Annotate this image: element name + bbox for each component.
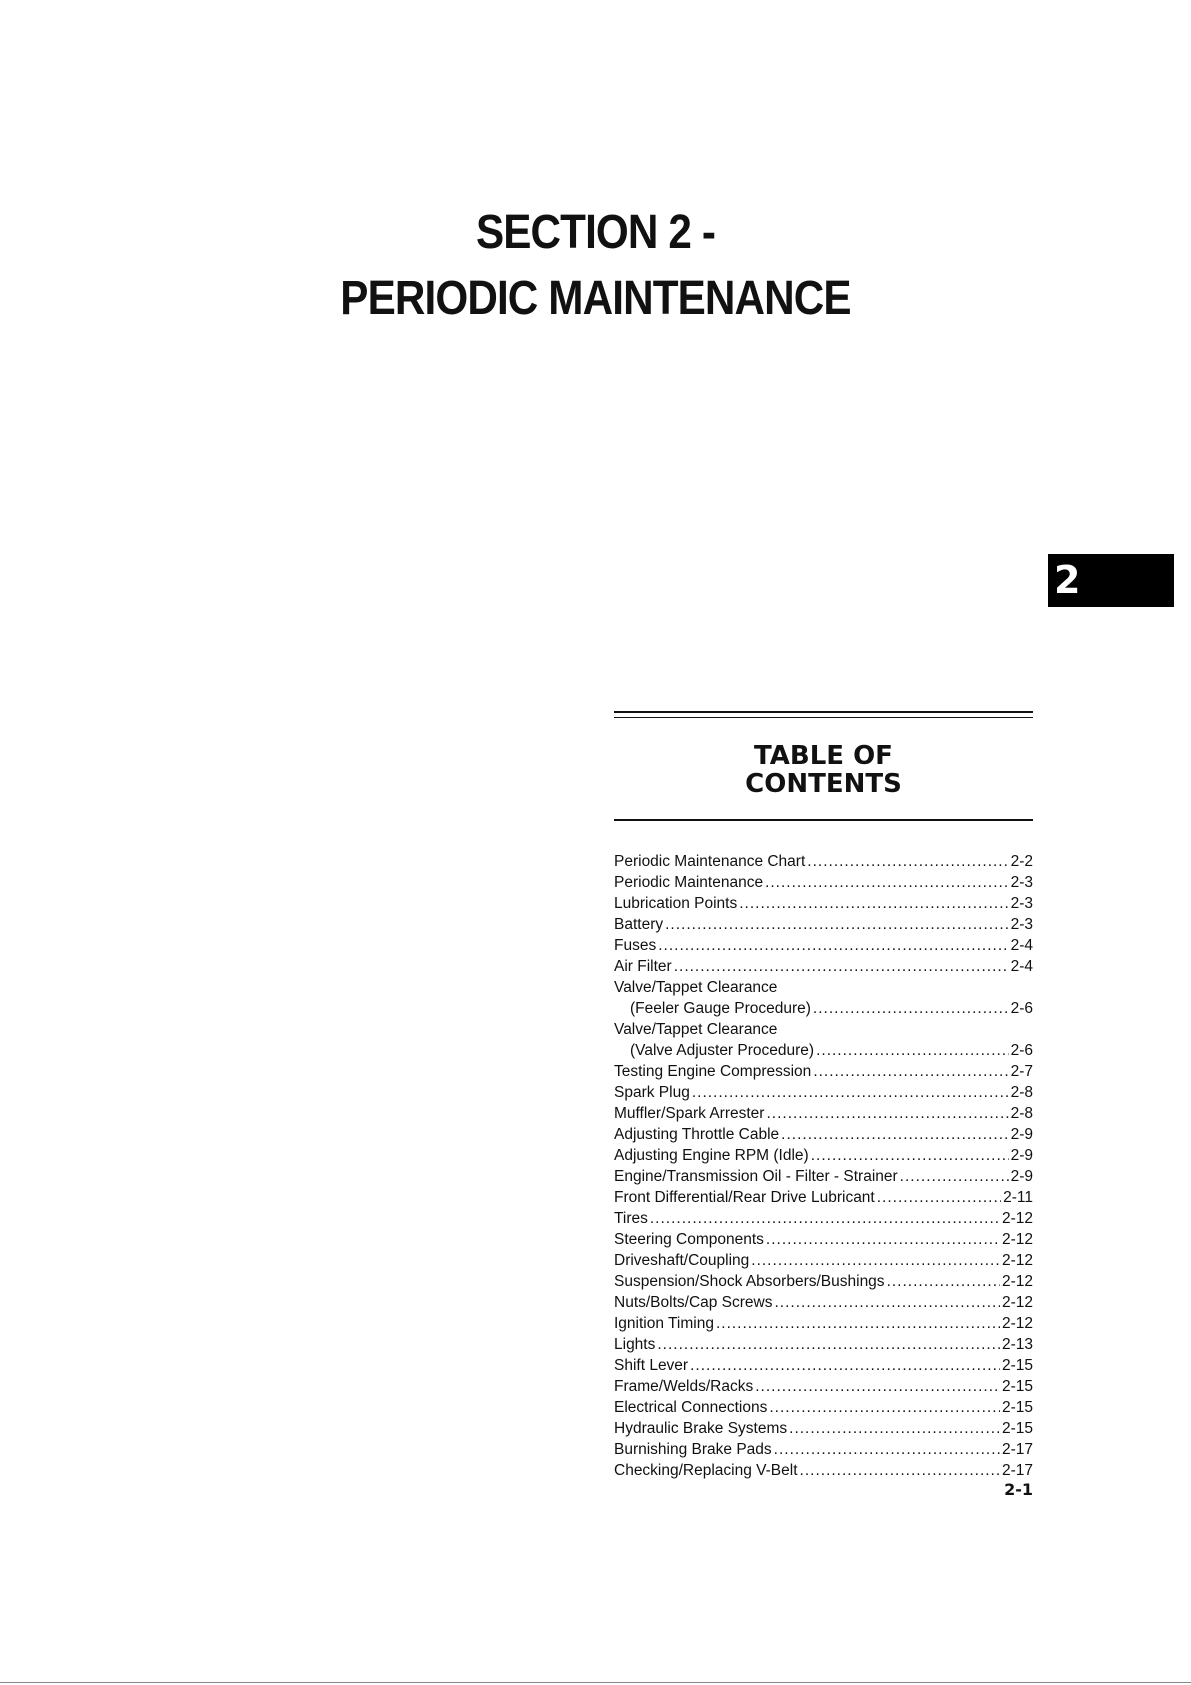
toc-entry-title: Valve/Tappet Clearance [614,979,778,996]
toc-entry-title: Steering Components [614,1231,764,1248]
toc-entry-title: Testing Engine Compression [614,1063,812,1080]
page-bottom-edge [0,1682,1191,1683]
toc-entry-leader [658,935,1008,956]
toc-entry[interactable] [614,1124,1033,1145]
toc-entry-page: 2-15 [1001,1378,1033,1395]
toc-entry-title: Tires [614,1210,648,1227]
toc-entry-page: 2-9 [1010,1126,1033,1143]
toc-entry-leader [650,1208,1000,1229]
toc-entry-leader [789,1418,1000,1439]
toc-top-rule [614,711,1033,713]
toc-entry-title: Ignition Timing [614,1315,714,1332]
toc-entry-page: 2-13 [1001,1336,1033,1353]
toc-entry[interactable] [614,1271,1033,1292]
toc-entry[interactable] [614,1460,1033,1481]
toc-entry-leader [774,1439,1000,1460]
toc-entry-title: Hydraulic Brake Systems [614,1420,788,1437]
toc-entry-title: Battery [614,916,664,933]
section-title-line2: PERIODIC MAINTENANCE [340,272,851,325]
toc-entry-title: Front Differential/Rear Drive Lubricant [614,1189,875,1206]
toc-entry-title: Engine/Transmission Oil - Filter - Strainer [614,1168,898,1185]
toc-entry-title: Lights [614,1336,656,1353]
toc-entry-page: 2-15 [1001,1399,1033,1416]
toc-entry-title: Burnishing Brake Pads [614,1441,772,1458]
toc-entry-leader [781,1124,1008,1145]
toc-entry-title: Shift Lever [614,1357,689,1374]
toc-entry[interactable] [614,1061,1033,1082]
toc-entry-page: 2-11 [1003,1189,1033,1206]
toc-entry[interactable] [614,872,1033,893]
toc-entry-title: Driveshaft/Coupling [614,1252,750,1269]
toc-heading-line2: CONTENTS [745,769,902,799]
section-tab-marker: 2 [1048,554,1174,607]
toc-entry[interactable] [614,1187,1033,1208]
toc-entry[interactable] [614,1145,1033,1166]
toc-entry[interactable] [614,1397,1033,1418]
toc-entry-page: 2-12 [1001,1210,1033,1227]
toc-entry-leader [877,1187,1001,1208]
toc-entry[interactable] [614,1082,1033,1103]
toc-entry[interactable] [614,1208,1033,1229]
toc-entry[interactable] [614,1376,1033,1397]
toc-entry-page: 2-6 [1010,1042,1033,1059]
toc-entry-title: (Feeler Gauge Procedure) [630,1000,811,1017]
toc-entry-heading [614,1019,1033,1040]
toc-entry-leader [769,1397,1000,1418]
toc-entry[interactable] [614,851,1033,872]
toc-entry-leader [813,998,1009,1019]
toc-entry-leader [807,851,1008,872]
toc-entry[interactable] [614,893,1033,914]
toc-entry-title: Periodic Maintenance Chart [614,853,806,870]
toc-entry-page: 2-17 [1001,1462,1033,1479]
toc-entry-leader [887,1271,1000,1292]
toc-entry-leader [765,872,1009,893]
toc-entry-title: Air Filter [614,958,672,975]
toc-entry[interactable] [614,1040,1033,1061]
toc-heading-line1: TABLE OF [754,741,893,771]
toc-entry-title: Adjusting Throttle Cable [614,1126,780,1143]
toc-entry[interactable] [614,935,1033,956]
toc-entry-title: Lubrication Points [614,895,738,912]
toc-entry[interactable] [614,1418,1033,1439]
toc-entry-page: 2-7 [1010,1063,1033,1080]
toc-entry-page: 2-12 [1001,1294,1033,1311]
toc-entry-title: Suspension/Shock Absorbers/Bushings [614,1273,885,1290]
toc-entry-page: 2-12 [1001,1231,1033,1248]
toc-entry[interactable] [614,1292,1033,1313]
toc-entry[interactable] [614,1334,1033,1355]
toc-entry[interactable] [614,1166,1033,1187]
toc-entry-page: 2-17 [1001,1441,1033,1458]
toc-entry-title: Muffler/Spark Arrester [614,1105,765,1122]
toc-entry-page: 2-8 [1010,1084,1033,1101]
toc-entry-leader [766,1103,1008,1124]
toc-entry-leader [800,1460,1000,1481]
toc-entry-title: Checking/Replacing V-Belt [614,1462,798,1479]
toc-entry[interactable] [614,1355,1033,1376]
toc-entry-page: 2-2 [1010,853,1033,870]
toc-entry-page: 2-6 [1010,1000,1033,1017]
toc-list [614,851,1033,1481]
toc-entry[interactable] [614,914,1033,935]
page-number: 2-1 [1004,1480,1033,1499]
toc-entry[interactable] [614,1313,1033,1334]
toc-entry-leader [690,1355,1000,1376]
toc-entry-leader [657,1334,1000,1355]
toc-entry[interactable] [614,1229,1033,1250]
toc-entry-leader [692,1082,1009,1103]
toc-entry-leader [811,1145,1009,1166]
toc-entry-page: 2-12 [1001,1315,1033,1332]
toc-entry-leader [739,893,1008,914]
toc-entry-page: 2-3 [1010,895,1033,912]
toc-entry-page: 2-12 [1001,1252,1033,1269]
toc-entry[interactable] [614,1250,1033,1271]
toc-entry-page: 2-12 [1001,1273,1033,1290]
toc-entry[interactable] [614,956,1033,977]
toc-heading-rule [614,819,1033,821]
toc-entry-page: 2-4 [1010,937,1033,954]
toc-heading [614,742,1033,798]
toc-entry-leader [665,914,1008,935]
toc-entry[interactable] [614,998,1033,1019]
toc-entry[interactable] [614,1103,1033,1124]
toc-entry-page: 2-3 [1010,916,1033,933]
toc-entry-leader [813,1061,1008,1082]
toc-entry-page: 2-3 [1010,874,1033,891]
toc-entry-page: 2-4 [1010,958,1033,975]
toc-entry-leader [900,1166,1009,1187]
toc-entry-leader [766,1229,1000,1250]
toc-entry-page: 2-9 [1010,1147,1033,1164]
toc-entry-page: 2-15 [1001,1357,1033,1374]
toc-entry[interactable] [614,1439,1033,1460]
toc-entry-heading [614,977,1033,998]
toc-entry-leader [816,1040,1009,1061]
toc-entry-title: Valve/Tappet Clearance [614,1021,778,1038]
toc-entry-leader [775,1292,1000,1313]
toc-entry-title: Spark Plug [614,1084,690,1101]
toc-entry-page: 2-15 [1001,1420,1033,1437]
table-of-contents [614,711,1033,1481]
toc-entry-leader [751,1250,1000,1271]
toc-top-rule-thin [614,717,1033,718]
toc-entry-title: Adjusting Engine RPM (Idle) [614,1147,809,1164]
toc-entry-title: Fuses [614,937,657,954]
section-title [0,200,1191,332]
toc-entry-title: Frame/Welds/Racks [614,1378,754,1395]
toc-entry-leader [755,1376,1000,1397]
toc-entry-title: Electrical Connections [614,1399,768,1416]
toc-entry-title: Periodic Maintenance [614,874,764,891]
toc-entry-leader [716,1313,1000,1334]
toc-entry-title: Nuts/Bolts/Cap Screws [614,1294,773,1311]
toc-entry-title: (Valve Adjuster Procedure) [630,1042,815,1059]
toc-entry-leader [674,956,1009,977]
section-title-line1: SECTION 2 - [475,206,716,259]
toc-entry-page: 2-8 [1010,1105,1033,1122]
toc-entry-page: 2-9 [1010,1168,1033,1185]
